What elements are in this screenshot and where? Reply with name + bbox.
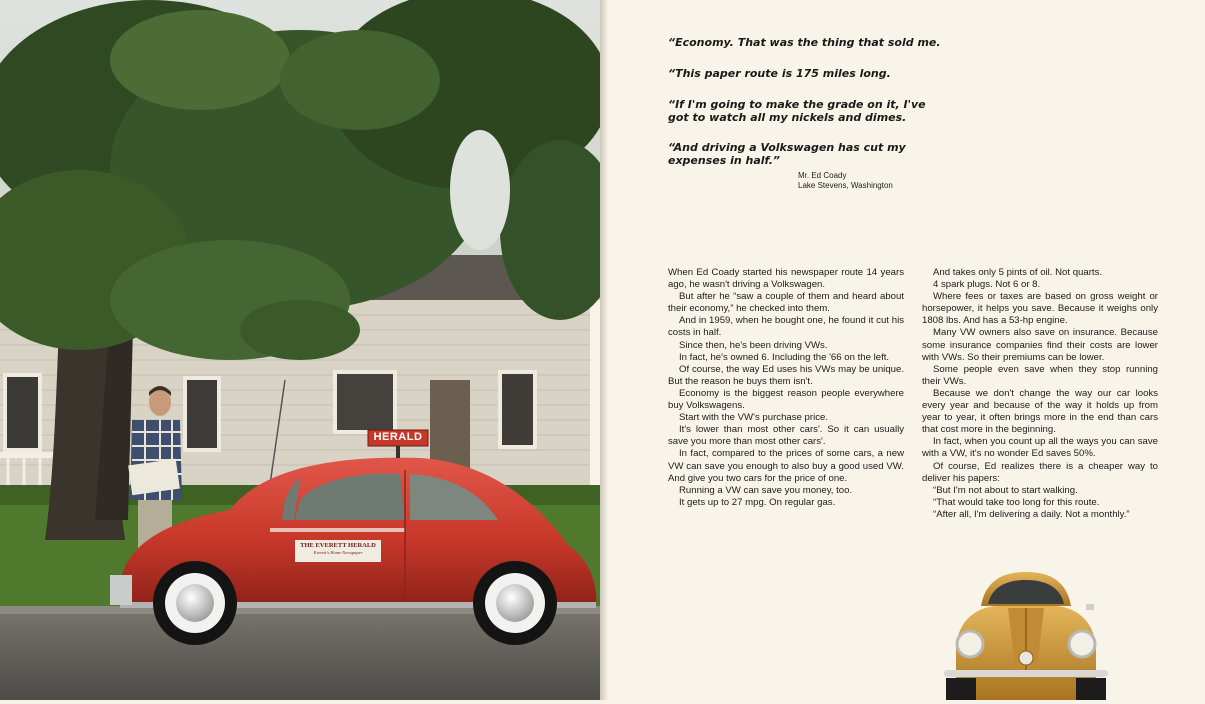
page-gutter <box>600 0 608 700</box>
body-paragraph: When Ed Coady started his newspaper route 14 years ago, he wasn't driving a Volkswagen. <box>668 267 904 291</box>
body-paragraph: “But I'm not about to start walking. <box>933 484 1078 496</box>
body-paragraph: Some people even save when they stop running their VWs. <box>922 363 1158 387</box>
body-paragraph: In fact, when you count up all the ways you can save with a VW, it's no wonder Ed saves 50%. <box>922 436 1158 460</box>
body-column-left <box>668 267 904 509</box>
body-paragraph: Of course, Ed realizes there is a cheaper way to deliver his papers: <box>922 460 1158 484</box>
door-sign-title: THE EVERETT HERALD <box>300 542 376 549</box>
body-paragraph: Where fees or taxes are based on gross weight or horsepower, it helps you save. Because it weighs only 1808 lbs. And has a 53-hp engine. <box>922 291 1158 327</box>
attribution <box>798 171 893 191</box>
body-column-right <box>922 267 1158 521</box>
photo-page <box>0 0 600 700</box>
body-paragraph: In fact, compared to the prices of some cars, a new VW can save you enough to also buy a good used VW. And give you two cars for the price of one. <box>668 448 904 484</box>
body-paragraph: Running a VW can save you money, too. <box>679 484 853 496</box>
attribution-location: Lake Stevens, Washington <box>798 181 893 190</box>
body-paragraph: And takes only 5 pints of oil. Not quarts. <box>933 267 1103 278</box>
body-paragraph: Start with the VW's purchase price. <box>679 412 828 424</box>
body-paragraph: In fact, he's owned 6. Including the '66 on the left. <box>679 351 890 363</box>
quote-2: “This paper route is 175 miles long. <box>668 67 891 80</box>
beetle-front-illustration <box>936 566 1116 700</box>
body-paragraph: Of course, the way Ed uses his VWs may be unique. But the reason he buys them isn't. <box>668 363 904 387</box>
body-paragraph: Since then, he's been driving VWs. <box>679 339 828 351</box>
photograph-vw-beetle-with-paperboy <box>0 0 600 700</box>
body-paragraph: “That would take too long for this route. <box>933 496 1100 508</box>
body-paragraph: But after he “saw a couple of them and heard about their economy,” he checked into them. <box>668 291 904 315</box>
attribution-name: Mr. Ed Coady <box>798 171 847 180</box>
quote-1: “Economy. That was the thing that sold me. <box>668 36 941 49</box>
quote-4: “And driving a Volkswagen has cut my expenses in half.” <box>668 141 906 167</box>
door-sign <box>295 542 381 556</box>
body-paragraph: Economy is the biggest reason people everywhere buy Volkswagens. <box>668 387 904 412</box>
quote-3: “If I'm going to make the grade on it, I've got to watch all my nickels and dimes. <box>668 98 926 124</box>
body-paragraph: Many VW owners also save on insurance. Because some insurance companies find their costs are lower with VWs. So their premiums can be lower. <box>922 327 1158 363</box>
herald-roof-sign: HERALD <box>373 431 423 443</box>
body-paragraph: It gets up to 27 mpg. On regular gas. <box>679 496 836 508</box>
body-paragraph: Because we don't change the way our car looks every year and because of the way it holds up from year to year, it often brings more in the end than cars that cost more in the beginning. <box>922 387 1158 436</box>
body-paragraph: “After all, I'm delivering a daily. Not a monthly.” <box>933 508 1130 520</box>
body-paragraph: And in 1959, when he bought one, he found it cut his costs in half. <box>668 315 904 339</box>
door-sign-subtitle: Everett's Home Newspaper <box>313 550 363 555</box>
body-paragraph: It's lower than most other cars'. So it can usually save you more than most other cars'. <box>668 424 904 448</box>
body-paragraph: 4 spark plugs. Not 6 or 8. <box>933 279 1041 291</box>
gold-vw-beetle-front-view <box>936 566 1116 704</box>
